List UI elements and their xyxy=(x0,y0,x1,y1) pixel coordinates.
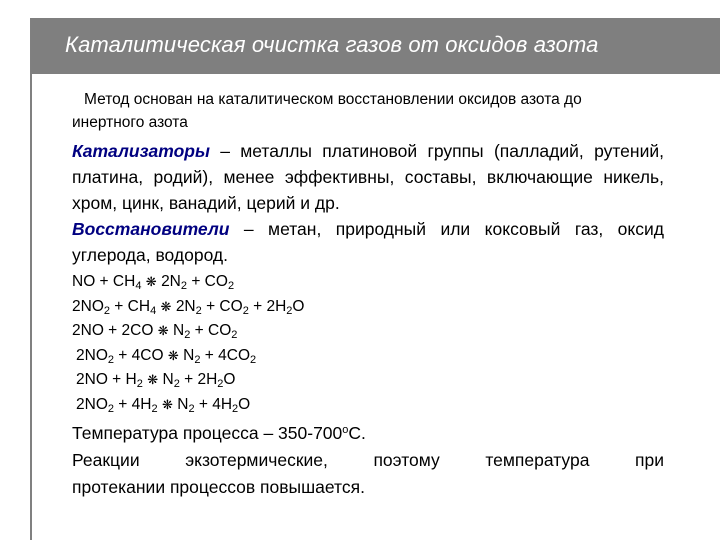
eq-subscript: 2 xyxy=(217,378,224,390)
temperature-text: Температура процесса – 350-700 xyxy=(72,423,343,443)
eq-text: NO + CH xyxy=(72,273,136,290)
reducers-term: Восстановители xyxy=(72,219,230,239)
eq-text: 2NO xyxy=(72,297,104,315)
eq-subscript: 2 xyxy=(188,402,195,415)
eq-subscript: 2 xyxy=(180,280,188,292)
eq-subscript: 2 xyxy=(184,329,191,341)
reaction-arrow-icon: ❋ xyxy=(167,347,179,363)
reactions-word: поэтому xyxy=(373,450,440,470)
eq-subscript: 2 xyxy=(195,304,202,317)
closing-text xyxy=(72,420,664,501)
eq-subscript: 2 xyxy=(242,304,249,317)
reaction-arrow-icon: ❋ xyxy=(145,274,157,289)
reaction-arrow-icon: ❋ xyxy=(147,372,159,387)
eq-text: + 4H xyxy=(114,395,152,413)
equation-6 xyxy=(72,393,664,418)
eq-text: + 4H xyxy=(194,395,233,413)
reactions-word: температура xyxy=(485,450,590,470)
eq-subscript: 2 xyxy=(173,378,180,390)
eq-text: O xyxy=(238,395,251,413)
eq-text: N xyxy=(183,346,195,364)
eq-text: + 4CO xyxy=(114,346,164,364)
eq-subscript: 2 xyxy=(103,304,110,317)
eq-text: 2NO xyxy=(76,346,108,364)
eq-text: + CH xyxy=(110,297,151,315)
eq-subscript: 2 xyxy=(107,402,114,415)
eq-text: + CO xyxy=(190,322,232,339)
eq-subscript: 4 xyxy=(150,304,157,317)
reactions-line-1 xyxy=(72,447,664,474)
intro-line-2: инертного азота xyxy=(72,114,188,131)
eq-text: + CO xyxy=(187,273,228,290)
reactions-line-2: протекании процессов повышается. xyxy=(72,477,365,497)
reaction-arrow-icon: ❋ xyxy=(157,323,169,338)
eq-text: + 2H xyxy=(179,371,218,388)
reaction-arrow-icon: ❋ xyxy=(160,298,172,314)
eq-subscript: 2 xyxy=(286,304,293,317)
slide-title: Каталитическая очистка газов от оксидов азота xyxy=(65,32,599,57)
left-border-line xyxy=(30,18,32,540)
eq-subscript: 2 xyxy=(250,353,257,366)
equation-2 xyxy=(72,295,664,320)
eq-subscript: 2 xyxy=(227,280,235,292)
reducers-text: – метан, природный или коксовый газ, оксид углерода, водород. xyxy=(72,219,664,265)
eq-text: + CO xyxy=(201,297,243,315)
eq-text: O xyxy=(223,371,236,388)
catalysts-term: Катализаторы xyxy=(72,141,210,161)
degree-sign: o xyxy=(342,424,349,436)
eq-text: N xyxy=(162,371,174,388)
eq-subscript: 2 xyxy=(107,353,114,366)
reaction-arrow-icon: ❋ xyxy=(161,396,173,412)
eq-subscript: 2 xyxy=(136,378,143,390)
eq-subscript: 2 xyxy=(194,353,201,366)
reactions-word: экзотермические, xyxy=(185,450,328,470)
eq-text: N xyxy=(173,322,185,339)
temperature-unit: С. xyxy=(348,423,366,443)
catalysts-text: – металлы платиновой группы (палладий, рутений, платина, родий), менее эффективны, составы, включающие никель, хром, цинк, ванадий, церий и др. xyxy=(72,141,664,213)
eq-text: 2N xyxy=(161,273,181,290)
intro-line-1: Метод основан на каталитическом восстановлении оксидов азота до xyxy=(84,91,582,108)
equation-3 xyxy=(72,319,664,344)
eq-text: 2NO + 2CO xyxy=(72,322,158,339)
eq-text: + 4CO xyxy=(200,346,251,364)
eq-text: O xyxy=(292,297,305,315)
eq-subscript: 2 xyxy=(151,402,158,415)
eq-text: + 2H xyxy=(248,297,287,315)
eq-text: N xyxy=(177,395,189,413)
slide-content xyxy=(72,88,664,501)
temperature-line xyxy=(72,420,664,447)
equation-5 xyxy=(72,368,664,393)
reducers-paragraph xyxy=(72,216,664,268)
equation-list xyxy=(72,270,664,417)
equation-1 xyxy=(72,270,664,295)
equation-4 xyxy=(72,344,664,369)
eq-text: 2NO xyxy=(76,395,108,413)
eq-subscript: 2 xyxy=(232,402,239,415)
reactions-word: при xyxy=(635,450,664,470)
intro-paragraph xyxy=(72,88,664,134)
catalysts-paragraph xyxy=(72,138,664,216)
eq-text: 2N xyxy=(175,297,196,315)
eq-text: 2NO + H xyxy=(76,371,137,388)
eq-subscript: 2 xyxy=(231,329,238,341)
title-bar xyxy=(31,18,720,74)
eq-subscript: 4 xyxy=(135,280,142,292)
reactions-word: Реакции xyxy=(72,450,140,470)
